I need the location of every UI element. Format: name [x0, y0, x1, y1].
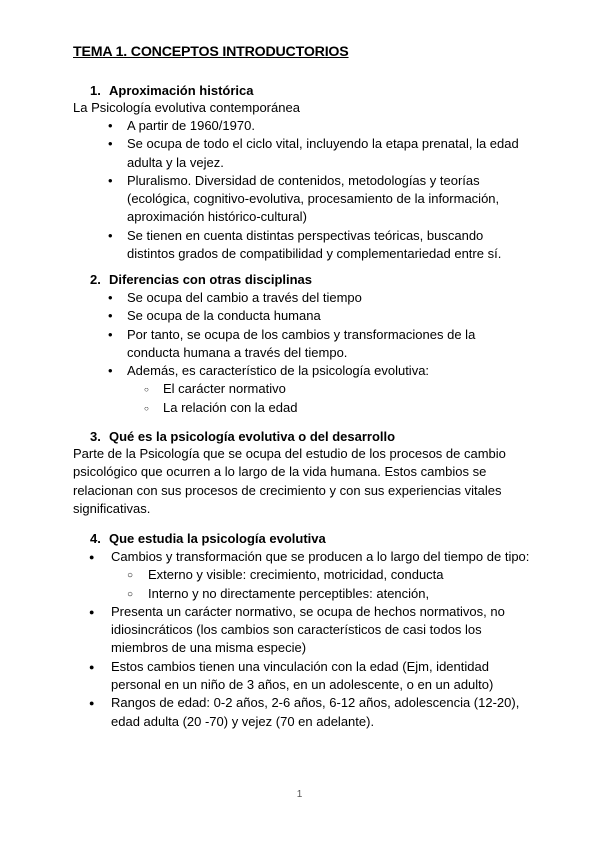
list-item: [0, 548, 599, 566]
bullet-list: [0, 117, 599, 263]
list-item: [0, 694, 599, 731]
section-number: 3.: [90, 429, 101, 444]
list-item-text: Presenta un carácter normativo, se ocupa de hechos normativos, no idiosincráticos (los cambios son característicos de casi todos los miembros de una misma especie): [111, 603, 505, 656]
list-item-text: Cambios y transformación que se producen a lo largo del tiempo de tipo:: [111, 549, 530, 564]
sub-list-item: [0, 566, 599, 584]
list-item-text: Se ocupa de la conducta humana: [127, 308, 321, 324]
list-item-text: Además, es característico de la psicología evolutiva:: [127, 363, 430, 379]
page-number: 1: [296, 789, 303, 800]
section-heading-text: Aproximación histórica: [109, 83, 254, 98]
sub-list-item: [0, 380, 599, 398]
list-item-text: Se ocupa del cambio a través del tiempo: [127, 290, 362, 305]
list-item: [0, 135, 599, 172]
sub-list-item: [0, 585, 599, 603]
section-intro: La Psicología evolutiva contemporánea: [73, 100, 300, 115]
section-number: 1.: [90, 83, 101, 98]
section-heading-text: Diferencias con otras disciplinas: [109, 272, 313, 287]
list-item-text: • Se ocupa de todo el ciclo vital, incluyendo la etapa prenatal, la edad adulta y la vejez.: [127, 136, 519, 170]
sub-list-item: [0, 399, 599, 417]
list-item: [0, 289, 599, 307]
list-item: [0, 362, 599, 380]
section-heading-text: Que estudia la psicología evolutiva: [109, 531, 326, 546]
section-heading-1: [90, 83, 253, 98]
section-heading-text: Qué es la psicología evolutiva o del desarrollo: [109, 429, 396, 444]
list-item: [0, 326, 599, 363]
list-item: [0, 307, 599, 325]
list-item: [0, 603, 599, 658]
list-item-text: A partir de 1960/1970.: [127, 118, 255, 133]
list-item: [0, 172, 599, 227]
document-title: TEMA 1. CONCEPTOS INTRODUCTORIOS: [73, 44, 349, 60]
list-item-text: • Se tienen en cuenta distintas perspectivas teóricas, buscando distintos grados de compatibilidad y complementariedad entre sí.: [127, 227, 502, 262]
list-item: [0, 227, 599, 264]
section-heading-2: [90, 272, 312, 287]
list-item-text: Rangos de edad: 0-2 años, 2-6 años, 6-12 años, adolescencia (12-20), edad adulta (20 -70) y vejez (70 en adelante).: [111, 695, 520, 729]
list-item-text: Externo y visible: crecimiento, motricidad, conducta: [148, 567, 444, 583]
section-number: 2.: [90, 272, 101, 287]
list-item-text: Interno y no directamente perceptibles: atención,: [148, 585, 430, 601]
list-item: [0, 117, 599, 135]
section-number: 4.: [90, 531, 101, 546]
section-paragraph: Parte de la Psicología que se ocupa del estudio de los procesos de cambio psicológico que ocurren a lo largo de la vida humana. Estos cambios se relacionan con sus procesos de crecimiento y con sus experiencias vitales significativas.: [73, 446, 506, 517]
section-heading-4: [90, 531, 326, 546]
bullet-list: [0, 289, 599, 417]
bullet-list: [0, 548, 599, 731]
list-item-text: • Pluralismo. Diversidad de contenidos, metodologías y teorías (ecológica, cognitivo-evolutiva, procesamiento de la información, aproximación histórico-cultural): [127, 172, 500, 225]
list-item-text: • Por tanto, se ocupa de los cambios y transformaciones de la conducta humana a través del tiempo.: [127, 326, 476, 360]
list-item-text: Estos cambios tienen una vinculación con la edad (Ejm, identidad personal en un niño de 3 años, en un adolescente, o en un adulto): [111, 658, 494, 693]
section-heading-3: [90, 429, 395, 444]
list-item-text: La relación con la edad: [163, 399, 298, 415]
list-item-text: El carácter normativo: [163, 381, 286, 397]
list-item: [0, 658, 599, 695]
